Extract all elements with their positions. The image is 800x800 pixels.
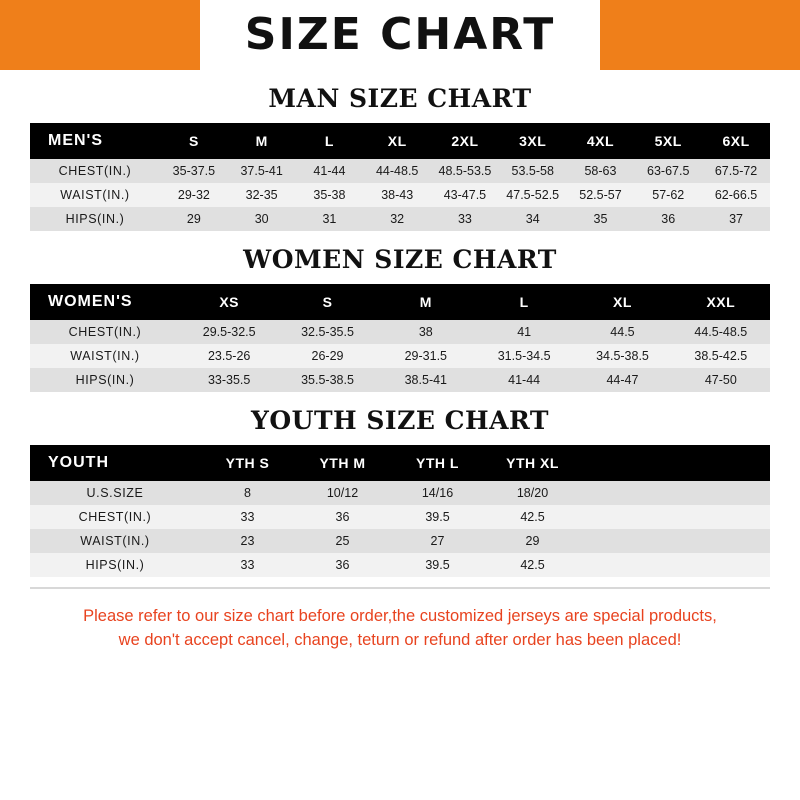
column-header: YTH XL <box>485 445 580 481</box>
section-man <box>0 84 800 231</box>
row-label: HIPS(IN.) <box>30 368 180 392</box>
table-cell: 67.5-72 <box>702 159 770 183</box>
page-title: SIZE CHART <box>244 9 556 60</box>
column-header: XL <box>573 284 671 320</box>
row-label: CHEST(IN.) <box>30 320 180 344</box>
table-row <box>30 529 770 553</box>
row-label: CHEST(IN.) <box>30 159 160 183</box>
table-cell: 42.5 <box>485 505 580 529</box>
table-header-row <box>30 123 770 159</box>
table-cell: 35-37.5 <box>160 159 228 183</box>
row-label: HIPS(IN.) <box>30 553 200 577</box>
column-header <box>675 445 770 481</box>
table-cell: 38.5-42.5 <box>672 344 770 368</box>
table-cell: 33 <box>431 207 499 231</box>
table-cell: 44-47 <box>573 368 671 392</box>
table-cell: 42.5 <box>485 553 580 577</box>
section-women <box>0 245 800 392</box>
table-cell: 39.5 <box>390 553 485 577</box>
table-cell: 35 <box>567 207 635 231</box>
table-row <box>30 207 770 231</box>
table-cell: 34.5-38.5 <box>573 344 671 368</box>
table-cell: 26-29 <box>278 344 376 368</box>
table-cell: 29.5-32.5 <box>180 320 278 344</box>
column-header: MEN'S <box>30 123 160 159</box>
table-row <box>30 344 770 368</box>
row-label: CHEST(IN.) <box>30 505 200 529</box>
column-header: L <box>475 284 573 320</box>
footer-note-line-1: Please refer to our size chart before order,the customized jerseys are special products, <box>83 607 717 625</box>
table-cell: 32-35 <box>228 183 296 207</box>
table-cell: 29-31.5 <box>377 344 475 368</box>
table-cell <box>580 529 675 553</box>
table-cell: 33 <box>200 553 295 577</box>
table-row <box>30 481 770 505</box>
table-women-size <box>30 284 770 392</box>
column-header: S <box>278 284 376 320</box>
table-cell: 30 <box>228 207 296 231</box>
page-header <box>0 0 800 70</box>
header-accent-right <box>600 0 800 70</box>
table-youth-size <box>30 445 770 577</box>
column-header: 3XL <box>499 123 567 159</box>
column-header <box>580 445 675 481</box>
column-header: S <box>160 123 228 159</box>
table-row <box>30 320 770 344</box>
table-cell: 27 <box>390 529 485 553</box>
table-cell: 44-48.5 <box>363 159 431 183</box>
table-cell: 33-35.5 <box>180 368 278 392</box>
column-header: 5XL <box>634 123 702 159</box>
column-header: XS <box>180 284 278 320</box>
table-cell: 25 <box>295 529 390 553</box>
table-cell: 39.5 <box>390 505 485 529</box>
table-cell: 53.5-58 <box>499 159 567 183</box>
table-cell: 35.5-38.5 <box>278 368 376 392</box>
table-cell: 36 <box>295 505 390 529</box>
table-cell: 10/12 <box>295 481 390 505</box>
column-header: 4XL <box>567 123 635 159</box>
table-cell: 8 <box>200 481 295 505</box>
header-accent-left <box>0 0 200 70</box>
table-row <box>30 505 770 529</box>
table-cell: 32 <box>363 207 431 231</box>
table-cell: 18/20 <box>485 481 580 505</box>
table-row <box>30 553 770 577</box>
table-cell: 52.5-57 <box>567 183 635 207</box>
table-cell: 38-43 <box>363 183 431 207</box>
table-cell: 41-44 <box>296 159 364 183</box>
row-label: WAIST(IN.) <box>30 529 200 553</box>
table-cell: 37.5-41 <box>228 159 296 183</box>
table-cell: 29 <box>485 529 580 553</box>
column-header: XL <box>363 123 431 159</box>
table-cell: 23.5-26 <box>180 344 278 368</box>
column-header: M <box>377 284 475 320</box>
table-cell: 62-66.5 <box>702 183 770 207</box>
table-cell: 38 <box>377 320 475 344</box>
section-title-youth: YOUTH SIZE CHART <box>251 406 549 435</box>
table-cell: 31.5-34.5 <box>475 344 573 368</box>
table-cell: 63-67.5 <box>634 159 702 183</box>
column-header: YTH S <box>200 445 295 481</box>
table-cell: 31 <box>296 207 364 231</box>
row-label: U.S.SIZE <box>30 481 200 505</box>
table-cell: 48.5-53.5 <box>431 159 499 183</box>
table-cell: 32.5-35.5 <box>278 320 376 344</box>
table-cell: 47.5-52.5 <box>499 183 567 207</box>
table-cell: 57-62 <box>634 183 702 207</box>
column-header: M <box>228 123 296 159</box>
table-cell <box>675 553 770 577</box>
table-cell <box>580 553 675 577</box>
table-header-row <box>30 284 770 320</box>
column-header: YOUTH <box>30 445 200 481</box>
table-cell: 41 <box>475 320 573 344</box>
table-cell: 58-63 <box>567 159 635 183</box>
column-header: L <box>296 123 364 159</box>
table-cell <box>675 481 770 505</box>
column-header: YTH L <box>390 445 485 481</box>
table-row <box>30 368 770 392</box>
table-cell: 23 <box>200 529 295 553</box>
column-header: YTH M <box>295 445 390 481</box>
table-cell: 37 <box>702 207 770 231</box>
table-cell: 29 <box>160 207 228 231</box>
table-cell: 43-47.5 <box>431 183 499 207</box>
column-header: 2XL <box>431 123 499 159</box>
table-cell: 36 <box>295 553 390 577</box>
footer-divider <box>30 587 770 589</box>
row-label: WAIST(IN.) <box>30 183 160 207</box>
table-cell: 44.5-48.5 <box>672 320 770 344</box>
table-man-size <box>30 123 770 231</box>
column-header: 6XL <box>702 123 770 159</box>
footer-note <box>0 605 800 653</box>
table-cell: 34 <box>499 207 567 231</box>
table-cell <box>675 505 770 529</box>
column-header: XXL <box>672 284 770 320</box>
section-title-women: WOMEN SIZE CHART <box>243 245 557 274</box>
table-cell <box>580 505 675 529</box>
table-cell: 33 <box>200 505 295 529</box>
table-cell: 35-38 <box>296 183 364 207</box>
table-cell: 47-50 <box>672 368 770 392</box>
table-cell <box>675 529 770 553</box>
table-cell: 41-44 <box>475 368 573 392</box>
table-row <box>30 159 770 183</box>
row-label: HIPS(IN.) <box>30 207 160 231</box>
table-cell: 36 <box>634 207 702 231</box>
table-cell: 44.5 <box>573 320 671 344</box>
table-cell: 29-32 <box>160 183 228 207</box>
section-title-man: MAN SIZE CHART <box>268 84 532 113</box>
section-youth <box>0 406 800 577</box>
column-header: WOMEN'S <box>30 284 180 320</box>
table-cell: 14/16 <box>390 481 485 505</box>
table-header-row <box>30 445 770 481</box>
table-cell <box>580 481 675 505</box>
row-label: WAIST(IN.) <box>30 344 180 368</box>
footer-note-line-2: we don't accept cancel, change, teturn or refund after order has been placed! <box>118 630 682 649</box>
table-row <box>30 183 770 207</box>
table-cell: 38.5-41 <box>377 368 475 392</box>
